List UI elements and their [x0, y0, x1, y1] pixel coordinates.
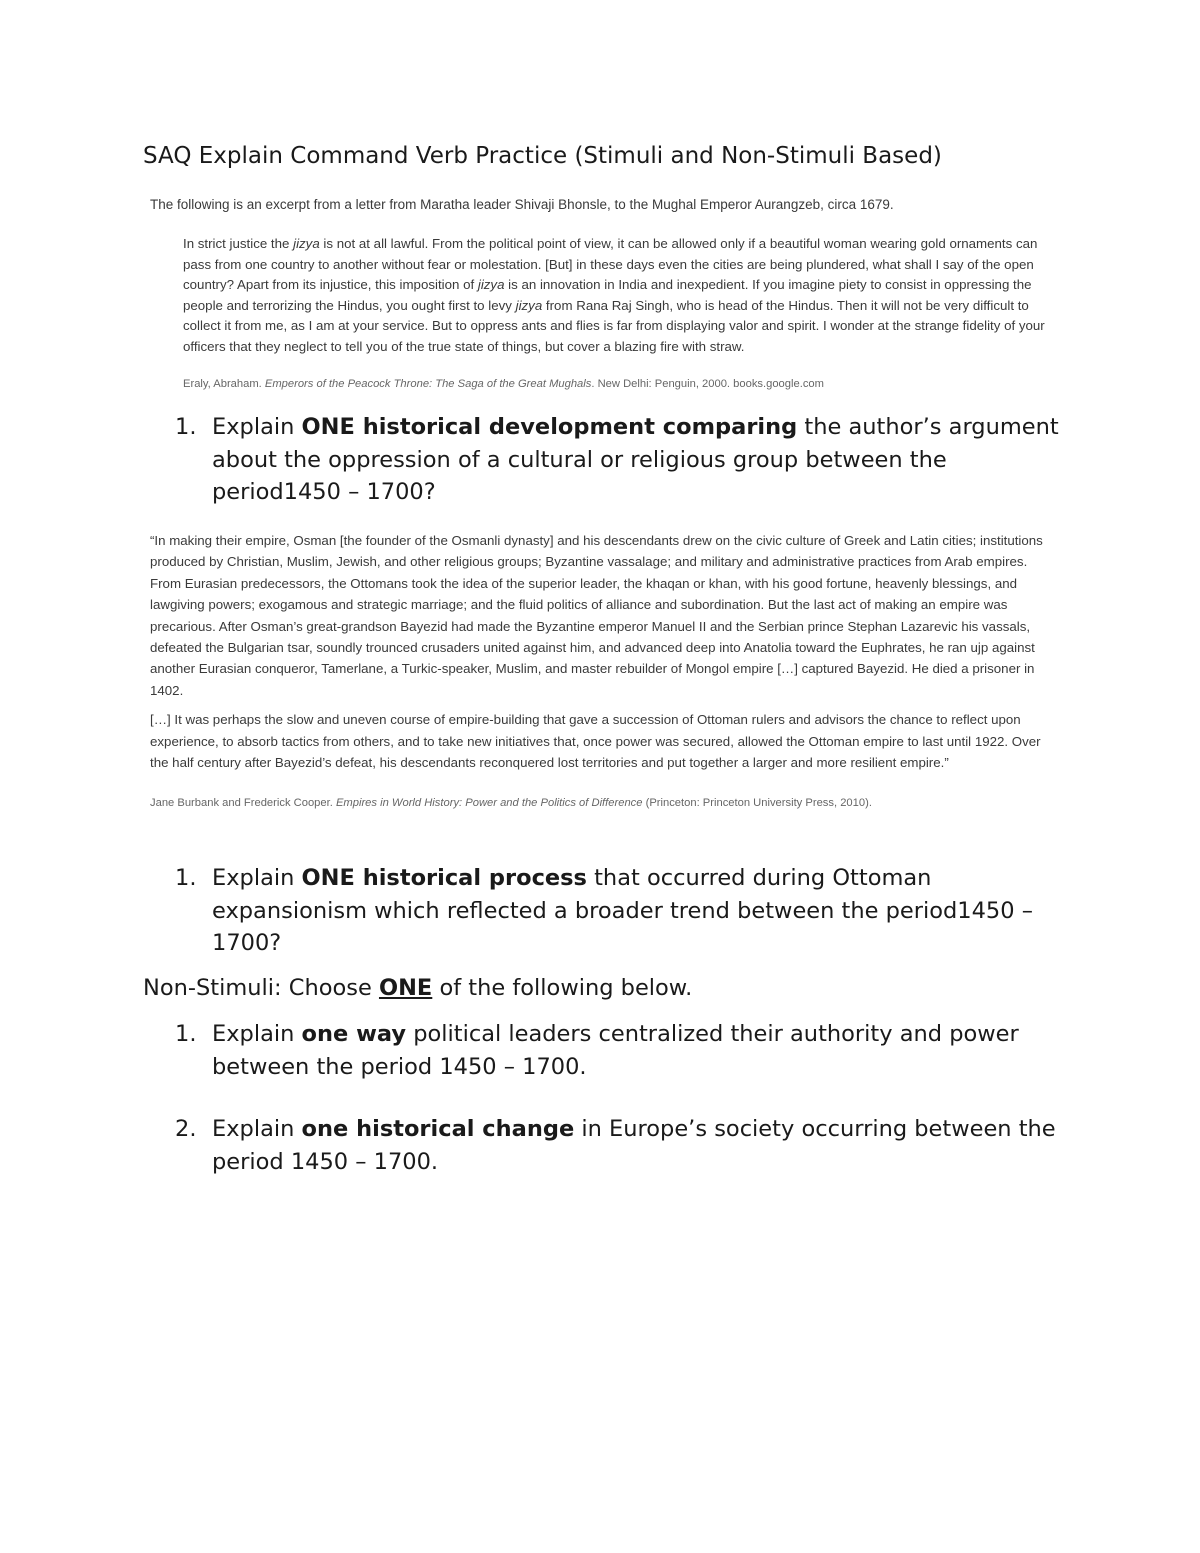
heading-text: Non-Stimuli: Choose [143, 975, 379, 1001]
citation-book-title: Empires in World History: Power and the Politics of Difference [335, 797, 643, 810]
citation-book-title: Emperors of the Peacock Throne: The Saga of the Great Mughals [264, 378, 592, 390]
question-emphasis: ONE historical development comparing [301, 414, 798, 440]
heading-text: of the following below. [432, 975, 693, 1001]
citation-author: Eraly, Abraham. [183, 378, 265, 390]
citation-author: Jane Burbank and Frederick Cooper. [150, 797, 336, 810]
quote-term: jizya [293, 236, 320, 251]
question-text: the author’s argument about the oppression of a cultural or religious group between the period1450 – 1700? [212, 414, 1059, 505]
question-number: 2. [175, 1116, 197, 1142]
question-emphasis: ONE historical process [301, 865, 587, 891]
page-title: SAQ Explain Command Verb Practice (Stimuli and Non-Stimuli Based) [143, 143, 942, 169]
quote-term: jizya [477, 277, 505, 292]
question-number: 1. [175, 414, 197, 440]
excerpt-citation [183, 376, 1050, 392]
quote-text: is not at all lawful. From the political point of view, it can be allowed only if a beautiful woman wearing gold ornaments can pass from one country to another without fear or molestation. [But] in these days even the cities are being plundered, what shall I say of the open country? Apart from its injustice, this imposition of [183, 236, 1038, 292]
question-item [175, 1018, 1065, 1083]
quote-text: is an innovation in India and inexpedient. If you imagine piety to consist in oppressing the people and terrorizing the Hindus, you ought first to levy [183, 277, 1032, 313]
excerpt-paragraph: […] It was perhaps the slow and uneven course of empire-building that gave a succession of Ottoman rulers and advisors the chance to reflect upon experience, to absorb tactics from others, and to take new initiatives that, once power was secured, allowed the Ottoman empire to last until 1922. Over the half century after Bayezid’s defeat, his descendants reconquered lost territories and put together a larger and more resilient empire.” [150, 712, 1041, 771]
citation-publisher: . New Delhi: Penguin, 2000. books.google.com [591, 378, 824, 390]
excerpt-paragraph: “In making their empire, Osman [the founder of the Osmanli dynasty] and his descendants drew on the civic culture of Greek and Latin cities; institutions produced by Christian, Muslim, Jewish, and other religious groups; Byzantine vassalage; and military and administrative practices from Arab empires. From Eurasian predecessors, the Ottomans took the idea of the superior leader, the khaqan or khan, with his good fortune, heavenly blessings, and lawgiving powers; exogamous and strategic marriage; and the fluid politics of alliance and subordination. But the last act of making an empire was precarious. After Osman’s great-grandson Bayezid had made the Byzantine emperor Manuel II and the Serbian prince Stephan Lazarevic his vassals, defeated the Bulgarian tsar, soundly trounced crusaders united against him, and advanced deep into Anatolia toward the Euphrates, he ran ujp against another Eurasian conqueror, Tamerlane, a Turkic-speaker, Muslim, and master rebuilder of Mongol empire […] captured Bayezid. He died a prisoner in 1402. [150, 533, 1043, 698]
question-text: political leaders centralized their authority and power between the period 1450 – 1700. [212, 1021, 1019, 1080]
question-text: Explain [212, 1116, 302, 1142]
source-excerpt-shivaji [150, 196, 1050, 392]
question-item [175, 862, 1065, 960]
citation-publisher: (Princeton: Princeton University Press, 2010). [642, 797, 872, 810]
quote-term: jizya [515, 297, 543, 313]
source-excerpt-ottoman [150, 530, 1055, 811]
question-emphasis: one historical change [301, 1116, 575, 1142]
question-item [175, 1113, 1065, 1178]
question-text: that occurred during Ottoman expansionism which reflected a broader trend between the period1450 – 1700? [212, 865, 1033, 956]
question-text: Explain [212, 1021, 302, 1047]
quote-text: from Rana Raj Singh, who is head of the Hindus. Then it will not be very difficult to collect it from me, as I am at your service. But to oppress ants and flies is far from displaying valor and spirit. I wonder at the strange fidelity of your officers that they neglect to tell you of the true state of things, but cover a blazing fire with straw. [183, 297, 1045, 354]
question-list [175, 862, 1065, 960]
question-text: Explain [212, 865, 302, 891]
question-number: 1. [175, 1021, 197, 1047]
question-number: 1. [175, 865, 197, 891]
question-list [175, 1018, 1065, 1178]
non-stimuli-heading [143, 972, 692, 1004]
question-emphasis: one way [301, 1021, 407, 1047]
question-item [175, 411, 1065, 509]
question-list [175, 411, 1065, 509]
question-text: in Europe’s society occurring between the period 1450 – 1700. [212, 1116, 1056, 1175]
quote-text: In strict justice the [183, 236, 294, 251]
excerpt-intro: The following is an excerpt from a letter from Maratha leader Shivaji Bhonsle, to the Mughal Emperor Aurangzeb, circa 1679. [150, 197, 894, 212]
excerpt-citation [150, 795, 1055, 811]
heading-emphasis: ONE [378, 975, 433, 1001]
excerpt-quote [183, 234, 1050, 357]
question-text: Explain [212, 414, 302, 440]
